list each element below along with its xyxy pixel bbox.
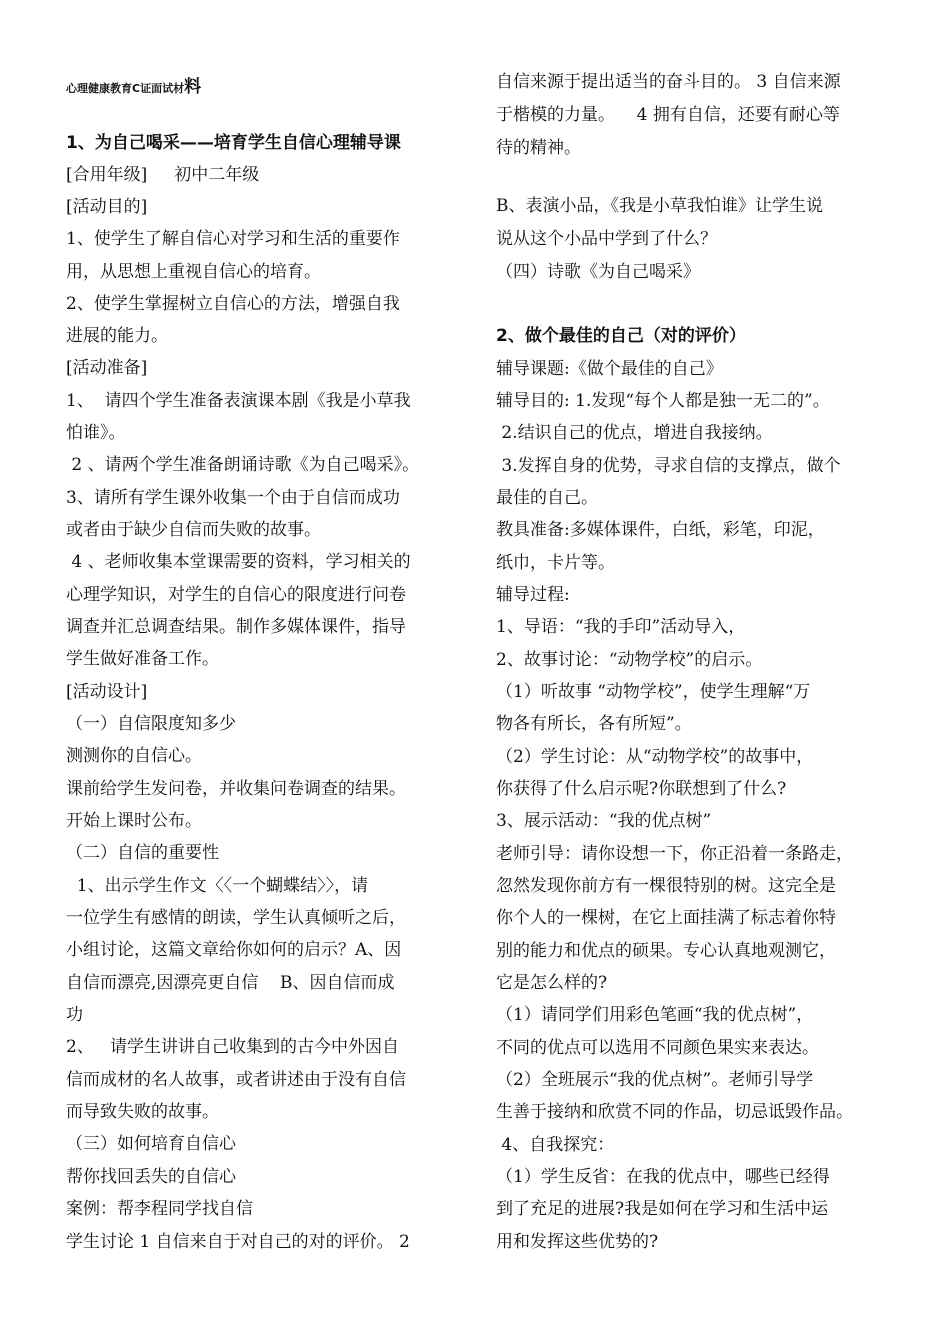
section-2-title: 2、做个最佳的自己（对的评价） bbox=[496, 326, 746, 346]
section-2-line: 3.发挥自身的优势，寻求自信的支撑点，做个 bbox=[496, 456, 841, 476]
section-1-line: （三）如何培育自信心 bbox=[66, 1134, 236, 1154]
section-1-line: 小组讨论，这篇文章给你如何的启示？A、因 bbox=[66, 940, 402, 960]
section-2-line: 辅导过程: bbox=[496, 585, 570, 605]
section-1-line: 功 bbox=[66, 1005, 83, 1025]
section-2-line: （2）全班展示“我的优点树”。老师引导学 bbox=[496, 1070, 814, 1090]
section-2-line: 它是怎么样的? bbox=[496, 973, 608, 993]
section-2-line: 2、故事讨论：“动物学校”的启示。 bbox=[496, 650, 763, 670]
section-1-line: 信而成材的名人故事，或者讲述由于没有自信 bbox=[66, 1070, 406, 1090]
section-1-continued-line: 说从这个小品中学到了什么？ bbox=[496, 229, 717, 249]
section-1-continued-line: 待的精神。 bbox=[496, 138, 581, 158]
section-1-line: 或者由于缺少自信而失败的故事。 bbox=[66, 520, 321, 540]
section-2-line: 辅导课题:《做个最佳的自己》 bbox=[496, 359, 723, 379]
section-2-line: 4、自我探究： bbox=[496, 1135, 615, 1155]
section-1-line: 测测你的自信心。 bbox=[66, 746, 202, 766]
section-1-line: 学生做好准备工作。 bbox=[66, 649, 219, 669]
section-1-line: 1、 请四个学生准备表演课本剧《我是小草我 bbox=[66, 391, 411, 411]
section-1-line: 课前给学生发问卷，并收集问卷调查的结果。 bbox=[66, 779, 406, 799]
document-title-small: 心理健康教育C证面试材 bbox=[66, 82, 185, 95]
section-1-line: 2 、请两个学生准备朗诵诗歌《为自己喝采》。 bbox=[66, 455, 420, 475]
section-1-line: [活动目的] bbox=[66, 197, 148, 217]
section-2-line: 纸巾，卡片等。 bbox=[496, 553, 615, 573]
section-1-line: 而导致失败的故事。 bbox=[66, 1102, 219, 1122]
section-2-line: 你获得了什么启示呢?你联想到了什么? bbox=[496, 779, 787, 799]
section-2-line: 3、展示活动：“我的优点树” bbox=[496, 811, 712, 831]
section-1-line: （一）自信限度知多少 bbox=[66, 714, 236, 734]
section-1-line: 4 、老师收集本堂课需要的资料，学习相关的 bbox=[66, 552, 411, 572]
document-title-large: 料 bbox=[184, 77, 202, 97]
section-2-line: （1）请同学们用彩色笔画“我的优点树”， bbox=[496, 1005, 814, 1025]
section-1-line: [合用年级] 初中二年级 bbox=[66, 165, 260, 185]
section-1-line: （二）自信的重要性 bbox=[66, 843, 219, 863]
section-1-line: 2、 请学生讲讲自己收集到的古今中外因自 bbox=[66, 1037, 400, 1057]
section-1-line: 怕谁》。 bbox=[66, 423, 126, 443]
section-2-line: （1）听故事 “动物学校”，使学生理解“万 bbox=[496, 682, 811, 702]
section-1-line: 案例：帮李程同学找自信 bbox=[66, 1199, 253, 1219]
section-2-line: 生善于接纳和欣赏不同的作品，切忌诋毁作品。 bbox=[496, 1102, 853, 1122]
section-2-line: 辅导目的: 1.发现“每个人都是独一无二的”。 bbox=[496, 391, 830, 411]
section-2-line: 别的能力和优点的硕果。专心认真地观测它， bbox=[496, 941, 836, 961]
section-1-line: 开始上课时公布。 bbox=[66, 811, 202, 831]
section-1-line: [活动设计] bbox=[66, 682, 148, 702]
section-1-line: 用，从思想上重视自信心的培育。 bbox=[66, 262, 321, 282]
section-1-line: 调查并汇总调查结果。制作多媒体课件，指导 bbox=[66, 617, 406, 637]
section-1-line: [活动准备] bbox=[66, 358, 148, 378]
section-1-line: 进展的能力。 bbox=[66, 326, 168, 346]
section-1-continued-line: 于楷模的力量。 4 拥有自信，还要有耐心等 bbox=[496, 105, 840, 125]
section-2-line: 物各有所长，各有所短”。 bbox=[496, 714, 692, 734]
section-2-line: 你个人的一棵树，在它上面挂满了标志着你特 bbox=[496, 908, 836, 928]
section-1-line: 帮你找回丢失的自信心 bbox=[66, 1167, 236, 1187]
section-1-continued-line: 自信来源于提出适当的奋斗目的。 3 自信来源 bbox=[496, 72, 841, 92]
section-2-line: 1、导语：“我的手印”活动导入， bbox=[496, 617, 746, 637]
section-2-line: （2）学生讨论：从“动物学校”的故事中， bbox=[496, 747, 814, 767]
section-1-line: 学生讨论 1 自信来自于对自己的对的评价。 2 bbox=[66, 1232, 410, 1252]
section-1-line: 1、出示学生作文〈〈一个蝴蝶结〉〉，请 bbox=[66, 876, 369, 896]
section-1-continued-line: （四）诗歌《为自己喝采》 bbox=[496, 262, 700, 282]
section-1-title: 1、为自己喝采——培育学生自信心理辅导课 bbox=[66, 133, 401, 153]
section-2-line: 2.结识自己的优点，增进自我接纳。 bbox=[496, 423, 773, 443]
section-2-line: 用和发挥这些优势的? bbox=[496, 1232, 659, 1252]
section-1-line: 心理学知识，对学生的自信心的限度进行问卷 bbox=[66, 585, 406, 605]
section-1-line: 一位学生有感情的朗读，学生认真倾听之后， bbox=[66, 908, 406, 928]
section-2-line: （1）学生反省：在我的优点中，哪些已经得 bbox=[496, 1167, 830, 1187]
section-1-line: 自信而漂亮,因漂亮更自信 B、因自信而成 bbox=[66, 973, 395, 993]
section-1-line: 3、请所有学生课外收集一个由于自信而成功 bbox=[66, 488, 400, 508]
section-2-line: 忽然发现你前方有一棵很特别的树。这完全是 bbox=[496, 876, 836, 896]
section-1-line: 1、使学生了解自信心对学习和生活的重要作 bbox=[66, 229, 400, 249]
section-1-continued-line: B、表演小品，《我是小草我怕谁》让学生说 bbox=[496, 196, 823, 216]
section-2-line: 不同的优点可以选用不同颜色果实来表达。 bbox=[496, 1038, 819, 1058]
section-2-line: 教具准备:多媒体课件，白纸，彩笔，印泥， bbox=[496, 520, 825, 540]
section-2-line: 到了充足的进展?我是如何在学习和生活中运 bbox=[496, 1199, 829, 1219]
section-2-line: 老师引导：请你设想一下，你正沿着一条路走， bbox=[496, 844, 853, 864]
section-1-line: 2、使学生掌握树立自信心的方法，增强自我 bbox=[66, 294, 400, 314]
document-title bbox=[66, 76, 201, 100]
section-2-line: 最佳的自己。 bbox=[496, 488, 598, 508]
